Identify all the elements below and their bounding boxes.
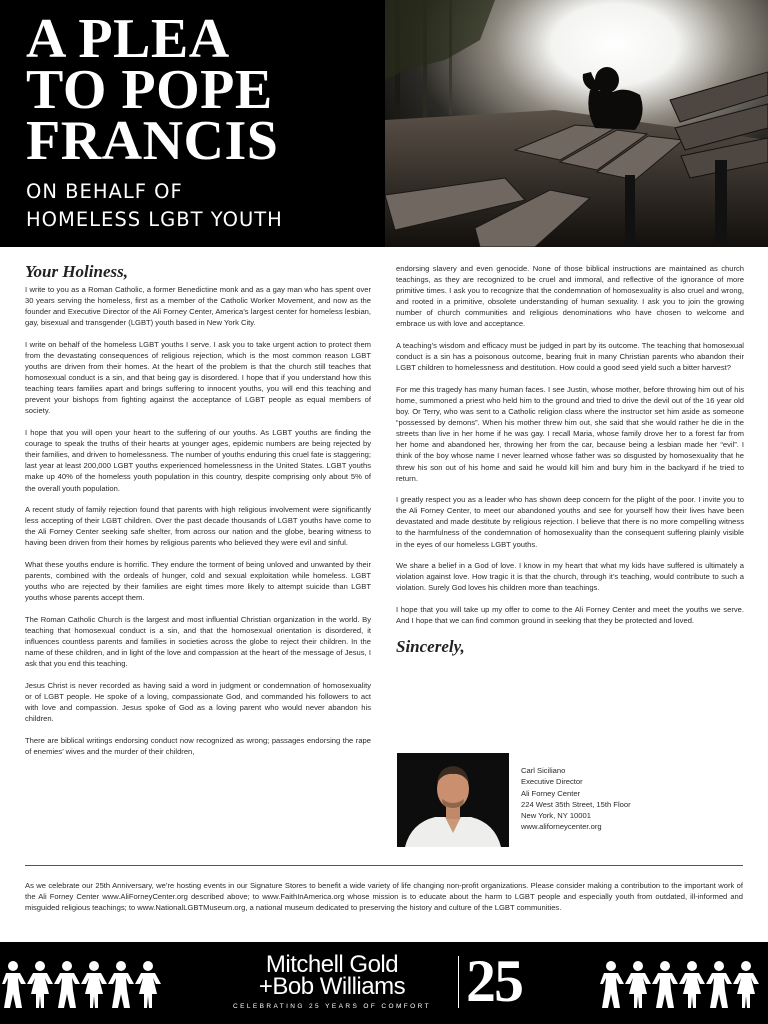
headline-line: FRANCIS bbox=[26, 110, 279, 172]
brand-name-line-1: Mitchell Gold bbox=[265, 951, 399, 978]
letter-right-column bbox=[396, 263, 744, 661]
closing: Sincerely, bbox=[396, 636, 465, 656]
subhead-line: ON BEHALF OF bbox=[26, 180, 183, 203]
divider-rule bbox=[25, 865, 743, 866]
letter-paragraph: What these youths endure is horrific. They endure the torment of being unloved and unwanted by their parents, combined with the ordeals of hunger, cold and sexual exploitation while homeless. LGBT youths who are rejected by their families are eight times more likely to attempt suicide than LGBT youths whose parents accept them. bbox=[25, 559, 371, 603]
letter-paragraph: I hope that you will open your heart to the suffering of our youths. As LGBT youths are finding the courage to speak the truths of their hearts at younger ages, epidemic numbers are being rejected by their families, and driven to homelessness. The number of youths enduring this cruel fate is staggering; last year at least 200,000 LGBT youths experienced homelessness in the United States. LGBT youths make up 40% of the homeless youth population in this country, despite comprising only about 5% of the overall youth population. bbox=[25, 428, 371, 493]
brand-banner bbox=[0, 942, 768, 1024]
letter-paragraph: We share a belief in a God of love. I know in my heart that what my kids have suffered is ultimately a violation against love. How tragic it is that the church, through it’s teaching, would contribute to such a violation. Surely God loves his children more than teachings. bbox=[396, 561, 744, 593]
logo-divider bbox=[458, 956, 459, 1008]
brand-name-line-2: +Bob Williams bbox=[258, 973, 406, 1000]
bench-photo bbox=[385, 0, 768, 247]
subhead-line: HOMELESS LGBT YOUTH bbox=[26, 208, 283, 231]
header-banner bbox=[0, 0, 768, 247]
address-line-1: 224 West 35th Street, 15th Floor bbox=[521, 799, 631, 809]
website-link[interactable]: www.aliforneycenter.org bbox=[521, 822, 602, 832]
footer-note: As we celebrate our 25th Anniversary, we’re hosting events in our Signature Stores to benefit a wide variety of life changing non-profit organizations. Please consider making a contribution to the important work of the Ali Forney Center www.AliForneyCenter.org described above; to www.FaithInAmerica.org whose mission is to educate about the harm to LGBT people and especially youth from outdated, ill-informed and misguided religious teachings; to www.NationalLGBTMuseum.org, a national museum dedicated to preserving the history and culture of the LGBT communities. bbox=[25, 881, 743, 913]
brand-tagline: CELEBRATING 25 YEARS OF COMFORT bbox=[233, 1003, 431, 1010]
headline-line: TO POPE bbox=[26, 59, 273, 121]
letter-paragraph: A recent study of family rejection found that parents with high religious involvement were significantly less accepting of their LGBT children. Over the past decade thousands of LGBT youths have come to the Ali Forney Center seeking safe shelter, from across our nation and the globe, bearing witness to having been driven from their homes by religious parents who believed they were evil and sinful. bbox=[25, 505, 371, 548]
letter-paragraph: I hope that you will take up my offer to come to the Ali Forney Center and meet the youths we serve. And I hope that we can find common ground in seeking that they be protected and loved. bbox=[396, 604, 744, 626]
brand-logo bbox=[212, 951, 452, 1010]
letter-paragraph: Jesus Christ is never recorded as having said a word in judgment or condemnation of homosexuality or of LGBT people. He spoke of a loving, compassionate God, and commanded his followers to act with love and compassion. Jesus spoke of God as a loving parent who would never abandon his children. bbox=[25, 680, 371, 724]
letter-paragraph: I write to you as a Roman Catholic, a former Benedictine monk and as a gay man who has spent over 30 years serving the homeless, first as a member of the Catholic Worker Movement, and now as the founder and Executive Director of the Ali Forney Center, America’s largest center for homeless lesbian, gay, bisexual and transgender (LGBT) youth based in New York City. bbox=[25, 285, 371, 328]
signer-name: Carl Siciliano bbox=[521, 766, 566, 775]
anniversary-number: 25 bbox=[466, 948, 522, 1014]
signature-details bbox=[521, 765, 631, 833]
salutation: Your Holiness, bbox=[25, 262, 128, 281]
headline-line: A PLEA bbox=[26, 8, 230, 70]
letter-paragraph: A teaching’s wisdom and efficacy must be judged in part by its outcome. The teaching that homosexual conduct is a sin has a poisonous outcome, bearing fruit in many Christian parents who abandon their LGBT children to homelessness and destitution. How could a good seed yield such a bitter harvest? bbox=[396, 341, 744, 373]
author-portrait bbox=[397, 753, 509, 847]
letter-paragraph: I write on behalf of the homeless LGBT youths I serve. I ask you to take urgent action to protect them from the devastating consequences of religious rejection, which is the most common reason LGBT youths are driven from their homes. At the heart of the problem is that the church still teaches that homosexual conduct is a sin, and that being gay is disordered. I hope that if you understand how this teaching tears families apart and brings suffering to innocent youths, you will end this teaching and prevent your bishops from fighting against the acceptance of LGBT people as equal members of society. bbox=[25, 339, 371, 416]
subheadline bbox=[26, 178, 386, 234]
paper-doll-chain-icon bbox=[600, 960, 766, 1010]
address-line-2: New York, NY 10001 bbox=[521, 811, 591, 821]
paper-doll-chain-icon bbox=[2, 960, 168, 1010]
letter-left-column bbox=[25, 262, 371, 767]
signer-title: Executive Director bbox=[521, 777, 583, 787]
letter-paragraph: The Roman Catholic Church is the largest and most influential Christian organization in the world. By teaching that homosexual conduct is a sin, and that the homosexual orientation is disordered, it influences countless parents and families in societies across the globe to reject their children. In the name of these children, and in light of the love and compassion at the heart of the message of Jesus, I ask that you end this teaching. bbox=[25, 614, 371, 669]
signature-block bbox=[397, 753, 747, 848]
letter-paragraph: I greatly respect you as a leader who has shown deep concern for the plight of the poor. I invite you to the Ali Forney Center, to meet our abandoned youths and see for yourself how their lives have been devastated and made destitute by religious rejection. I believe that there is no more compelling witness to the harmfulness of the condemnation of homosexuality than the consequent suffering plainly visible in the eyes of our homeless LGBT youths. bbox=[396, 495, 744, 549]
letter-paragraph: For me this tragedy has many human faces. I see Justin, whose mother, before throwing him out of his home, summoned a priest who held him to the ground and tried to drive the devil out of the 16 year old boy. Or Terry, who was sent to a Catholic religion class where the instructor set him aside as someone “possessed by demons”. When his mother threw him out, she said that she would rather he die in the streets than live in her home if he was gay. I recall Maria, whose family drove her to a forest far from her home and abandoned her, throwing her from the car, because being a lesbian made her “evil”. I think of the boy whose name I never learned whose father was so disgusted by homosexuality that he threw his son out of his home and said he would kill him and bury him in the backyard if he tried to return. bbox=[396, 384, 744, 483]
letter-paragraph: There are biblical writings endorsing conduct now recognized as wrong; passages endorsing the rape of enemies’ wives and the murder of their children, bbox=[25, 735, 371, 756]
headline bbox=[26, 8, 386, 172]
signer-organization: Ali Forney Center bbox=[521, 788, 581, 798]
letter-paragraph: endorsing slavery and even genocide. None of those biblical instructions are maintained as church teachings, as they are recognized to be cruel and immoral, and reflective of the ignorance of more primitive times. I ask you to recognize that the condemnation of homosexuality is also cruel and wrong, and rooted in a primitive, obsolete understanding of human sexuality. I ask you to join the growing number of church communities and religious denominations who have chosen to welcome and embrace us with love and acceptance. bbox=[396, 264, 744, 329]
